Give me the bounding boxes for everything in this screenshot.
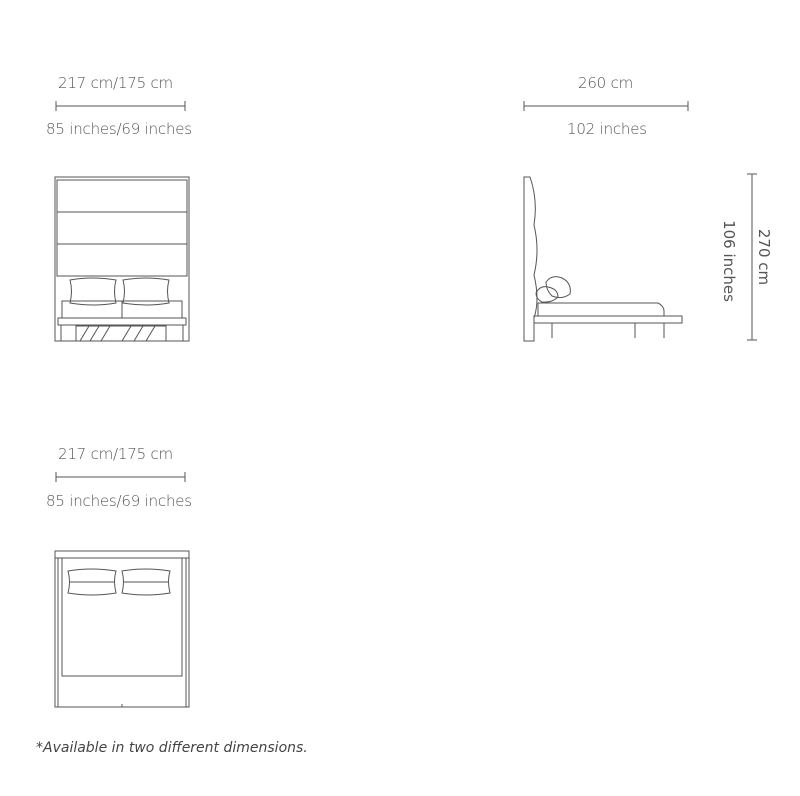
top-width-imperial-label: 85 inches/69 inches [46, 492, 192, 510]
side-length-imperial-label: 102 inches [567, 120, 647, 138]
availability-footnote: *Available in two different dimensions. [36, 740, 308, 756]
front-width-dimension-line [56, 101, 185, 111]
front-width-imperial-label: 85 inches/69 inches [46, 120, 192, 138]
top-view-bed [55, 551, 189, 707]
top-width-dimension-line [56, 472, 185, 482]
side-length-metric-label: 260 cm [578, 74, 634, 92]
side-view-bed [524, 177, 682, 341]
side-height-metric-label: 270 cm [755, 228, 774, 286]
side-height-imperial-label: 106 inches [719, 220, 738, 302]
side-length-dimension-line [524, 101, 688, 111]
front-width-metric-label: 217 cm/175 cm [58, 74, 173, 92]
front-view-bed [55, 177, 189, 341]
top-width-metric-label: 217 cm/175 cm [58, 445, 173, 463]
